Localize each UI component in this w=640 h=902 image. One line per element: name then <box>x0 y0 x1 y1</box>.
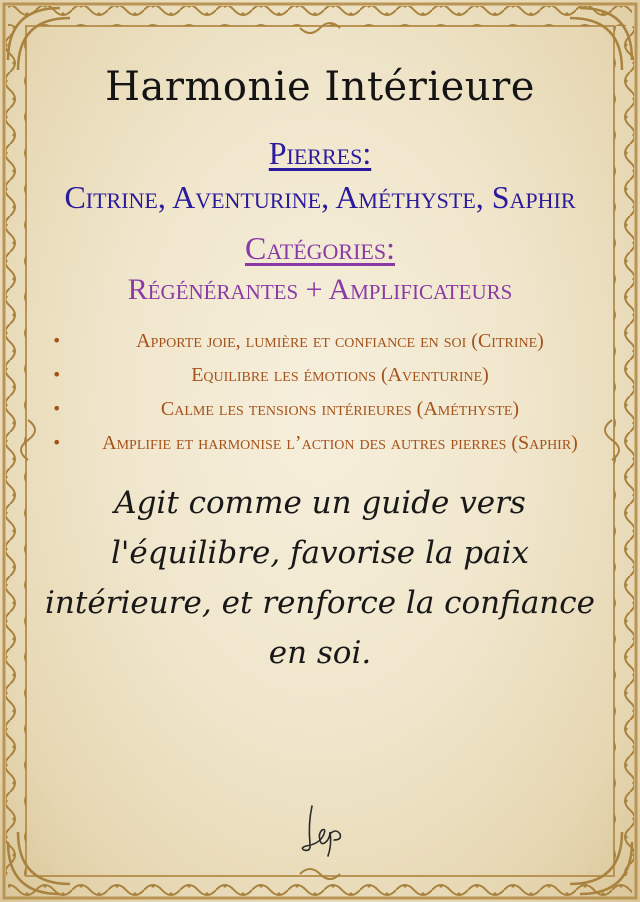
property-text: Calme les tensions intérieures (Améthyste) <box>160 398 520 420</box>
list-item <box>38 362 602 388</box>
bullet-icon: • <box>52 331 62 350</box>
signature-icon <box>290 800 350 860</box>
list-item <box>38 430 602 456</box>
property-text: Amplifie et harmonise l’action des autres pierres (Saphir) <box>102 432 578 454</box>
quote-text: Agit comme un guide vers l'équilibre, favorise la paix intérieure, et renforce la confiance en soi. <box>45 485 595 671</box>
property-text: Apporte joie, lumière et confiance en soi (Citrine) <box>136 330 544 352</box>
stones-heading: Pierres: <box>268 135 372 171</box>
bullet-icon: • <box>52 365 62 384</box>
categories-heading: Catégories: <box>244 230 395 266</box>
bullet-icon: • <box>52 433 62 452</box>
stones-list: Citrine, Aventurine, Améthyste, Saphir <box>64 179 576 215</box>
properties-list <box>38 328 602 456</box>
property-text: Equilibre les émotions (Aventurine) <box>191 364 489 386</box>
card-content <box>38 50 602 678</box>
categories-list: Régénérantes + Amplificateurs <box>127 273 513 306</box>
list-item <box>38 396 602 422</box>
page-title: Harmonie Intérieure <box>105 64 535 110</box>
bullet-icon: • <box>52 399 62 418</box>
list-item <box>38 328 602 354</box>
